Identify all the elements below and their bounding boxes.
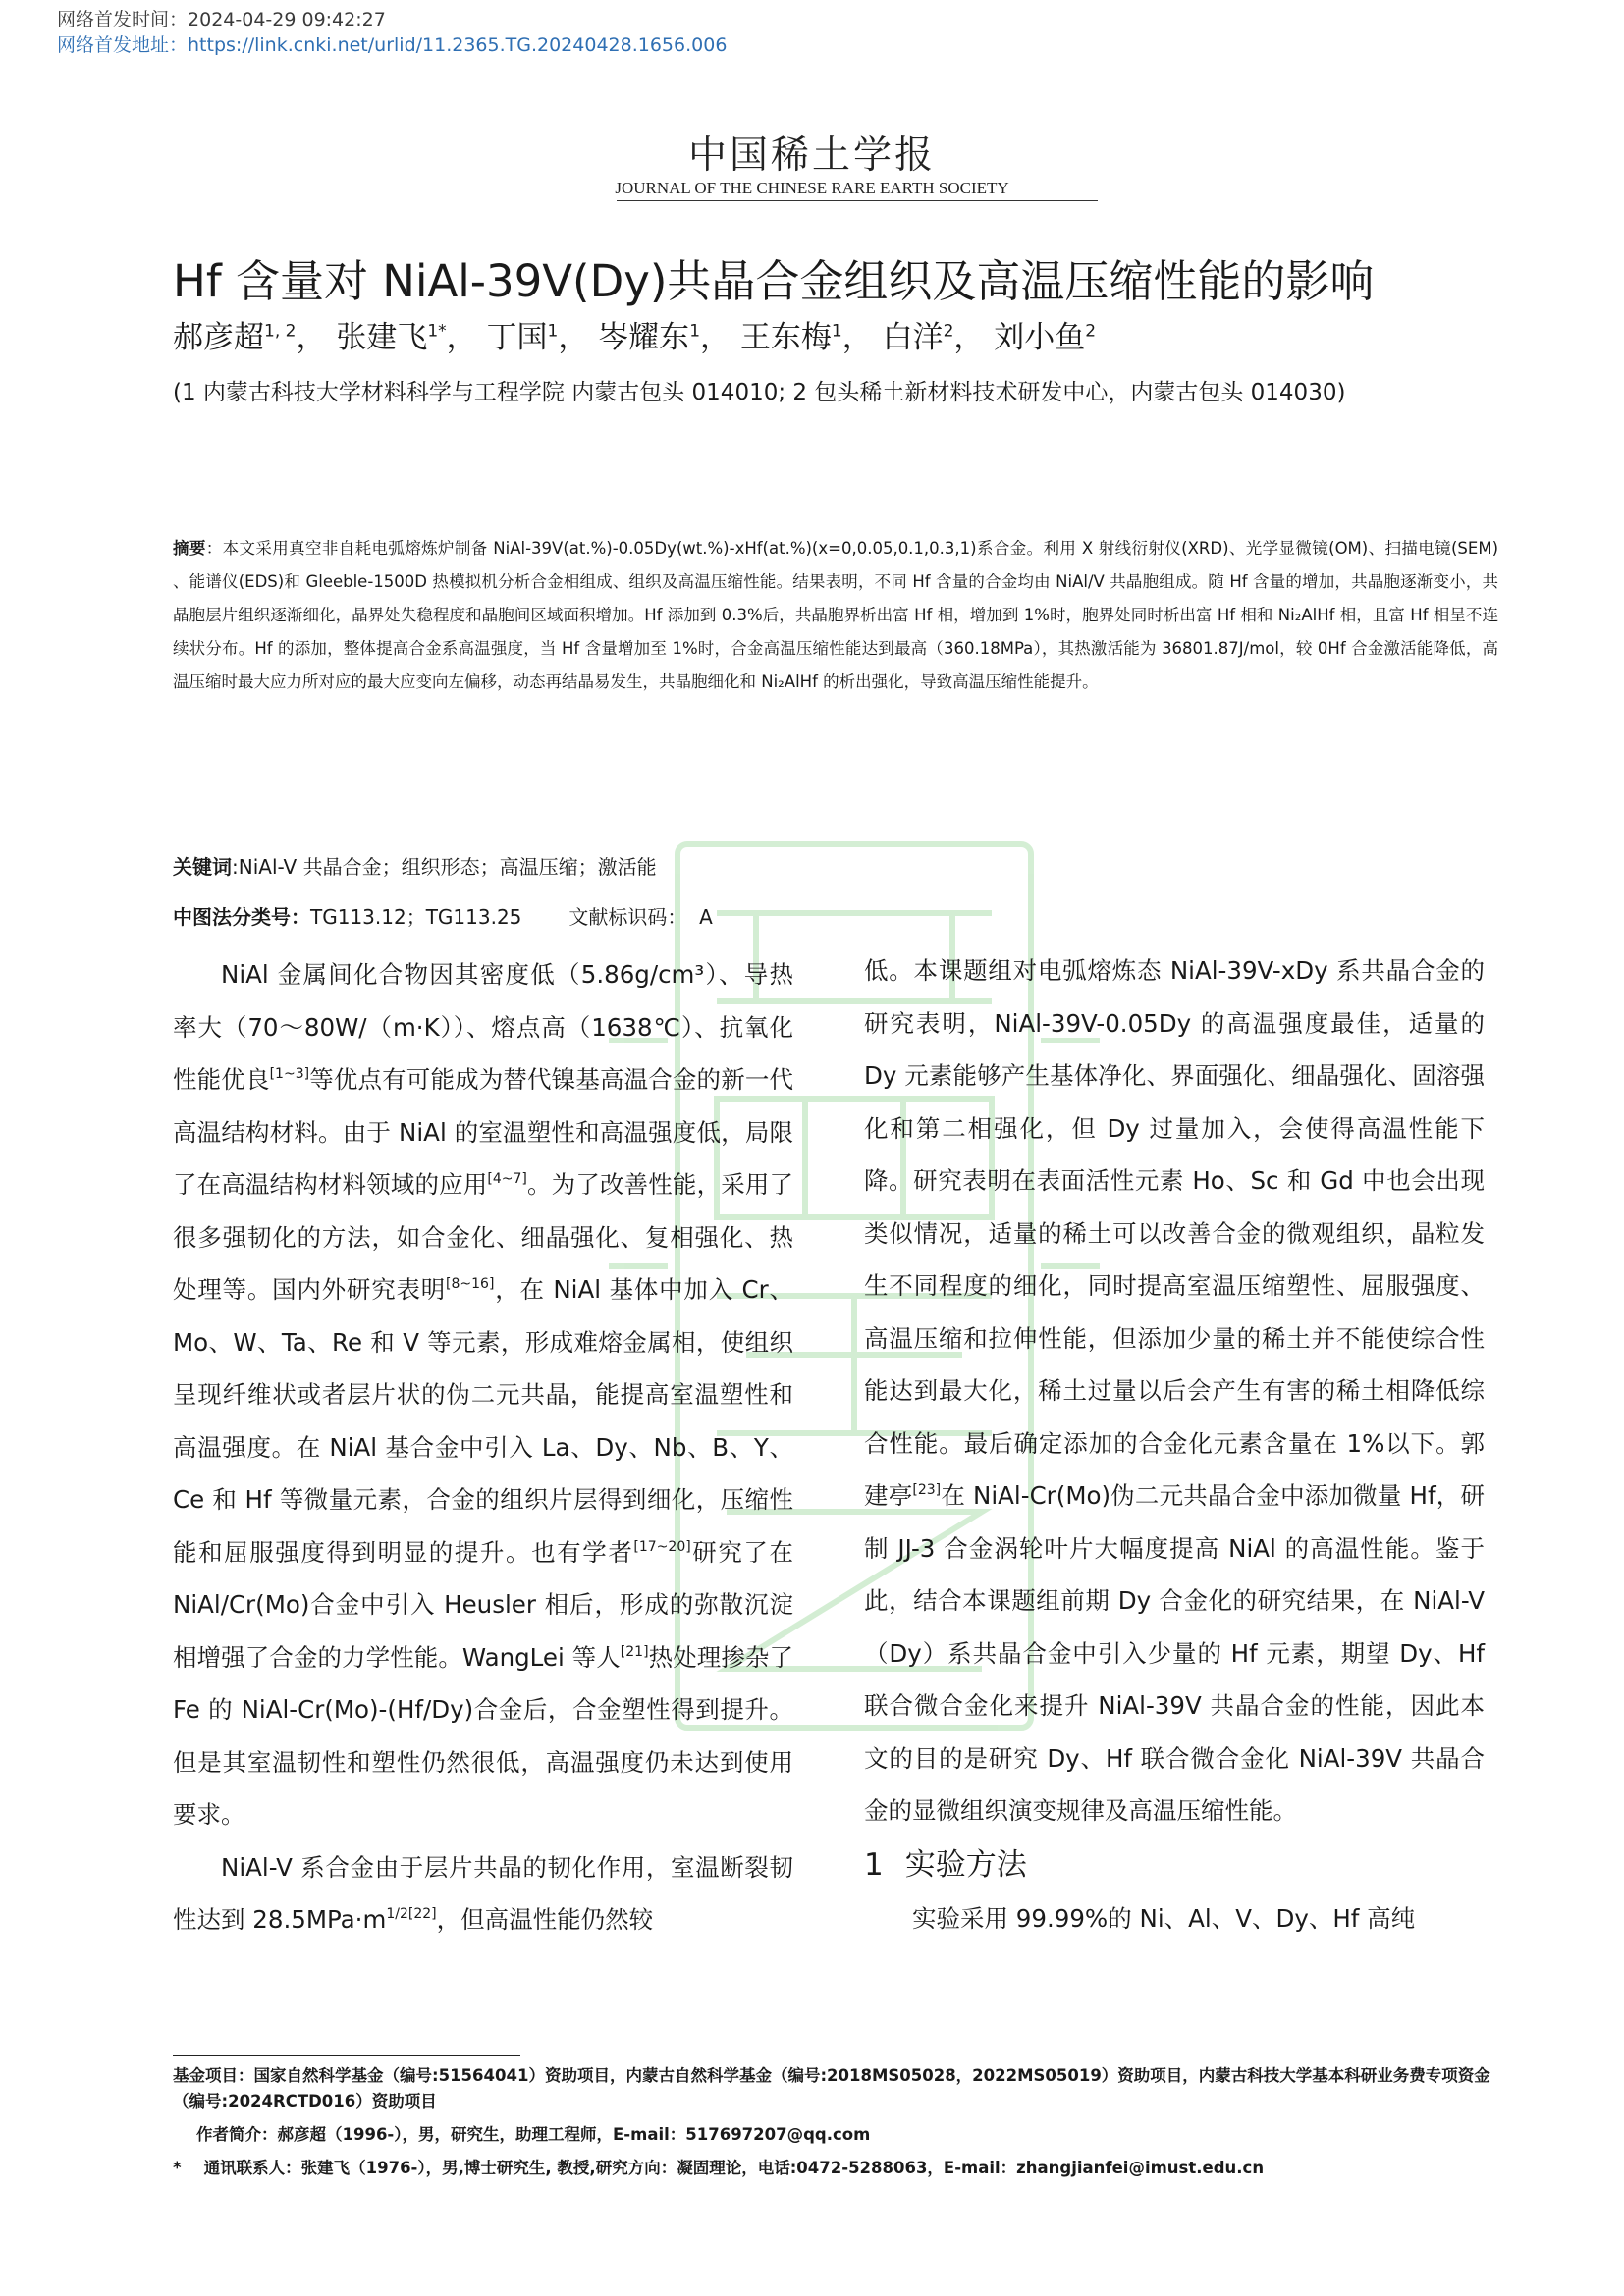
citation[interactable]: [23] [912,1482,942,1498]
clc-value: TG113.12；TG113.25 [310,905,522,929]
keywords-text: :NiAl-V 共晶合金；组织形态；高温压缩；激活能 [232,855,657,879]
doc-code-value: A [699,905,713,929]
author-name: 张建飞 [336,320,428,355]
corr-text: 通讯联系人：张建飞（1976-），男,博士研究生, 教授,研究方向：凝固理论，电话:0472-5288063，E-mail：zhangjianfei@imust.edu.cn [203,2159,1265,2177]
author-aff: 1* [427,321,447,342]
author-intro: 作者简介：郝彦超（1996-），男，研究生，助理工程师，E-mail：517697207@qq.com [196,2125,871,2144]
author-name: 郝彦超 [173,320,264,355]
affiliations: (1 内蒙古科技大学材料科学与工程学院 内蒙古包头 014010; 2 包头稀土新材料技术研发中心，内蒙古包头 014030) [173,380,1346,405]
doc-code-label: 文献标识码： [568,905,687,929]
paragraph: 实验采用 99.99%的 Ni、Al、V、Dy、Hf 高纯 [912,1903,1416,1933]
citation[interactable]: [17~20] [633,1538,691,1555]
author-name: 岑耀东 [598,320,690,355]
section-heading [864,1838,1485,1893]
paragraph: 低。本课题组对电弧熔炼态 NiAl-39V-xDy 系共晶合金的研究表明，NiAl-39V-0.05Dy 的高温强度最佳，适量的 Dy 元素能够产生基体净化、界面强化、细晶强化、固溶强化和第二相强化，但 Dy 过量加入，会使得高温性能下降。研究表明在表面活性元素 Ho、Sc 和 Gd 中也会出现类似情况，适量的稀土可以改善合金的微观组织，晶粒发生不同程度的细化，同时提高室温压缩塑性、屈服强度、高温压缩和拉伸性能，但添加少量的稀土并不能使综合性能达到最大化，稀土过量以后会产生有害的稀土相降低综合性能。最后确定添加的合金化元素含量在 1%以下。郭建亭[23]在 NiAl-Cr(Mo)伪二元共晶合金中添加微量 Hf，研制 JJ-3 合金涡轮叶片大幅度提高 NiAl 的高温性能。鉴于此，结合本课题组前期 Dy 合金化的研究结果，在 NiAl-V（Dy）系共晶合金中引入少量的 Hf 元素，期望 Dy、Hf 联合微合金化来提升 NiAl-39V 共晶合金的性能，因此本文的目的是研究 Dy、Hf 联合微合金化 NiAl-39V 共晶合金的显微组织演变规律及高温压缩性能。 [864,956,1486,1825]
journal-name-en: JOURNAL OF THE CHINESE RARE EARTH SOCIETY [615,179,1009,197]
citation[interactable]: [21] [620,1643,649,1660]
publish-url-link[interactable]: https://link.cnki.net/urlid/11.2365.TG.20240428.1656.006 [188,34,728,56]
keywords [173,851,657,880]
author-aff: 1 [689,321,701,342]
body-right-column [864,944,1485,1945]
author-aff: 1, 2 [264,321,297,342]
author-aff: 1 [547,321,559,342]
journal-name-cn: 中国稀土学报 [687,133,936,178]
publish-url-label: 网络首发地址： [57,34,189,56]
abstract [173,532,1498,699]
body-left-column [173,948,793,1947]
keywords-label: 关键词 [173,855,232,879]
author-name: 刘小鱼 [994,320,1086,355]
paragraph: NiAl-V 系合金由于层片共晶的韧化作用，室温断裂韧性达到 28.5MPa·m$^{1/2[22]}$，但高温性能仍然较 [173,1852,793,1934]
author-name: 王东梅 [739,320,832,355]
author-list: 郝彦超$^{1, 2}$， 张建飞$^{1*}$， 丁国$^1$， 岑耀东$^1$， 王东梅$^1$， 白洋$^2$， 刘小鱼$^2$ [173,320,1097,355]
author-aff: 1 [831,321,842,342]
publish-time-value: 2024-04-29 09:42:27 [188,9,386,30]
correspondence [173,2156,1498,2181]
author-aff: 2 [943,321,954,342]
abstract-label: 摘要 [173,539,206,558]
classification [173,901,713,930]
citation[interactable]: [1~3] [269,1066,310,1082]
author-name: 丁国 [486,320,548,355]
corr-mark: * [173,2159,182,2177]
author-aff: 2 [1085,321,1097,342]
publish-time-label: 网络首发时间： [57,9,189,30]
paragraph: NiAl 金属间化合物因其密度低（5.86g/cm³）、导热率大（70～80W/（m·K））、熔点高（1638℃）、抗氧化性能优良[1~3]等优点有可能成为替代镍基高温合金的新一代高温结构材料。由于 NiAl 的室温塑性和高温强度低，局限了在高温结构材料领域的应用[4~7]。为了改善性能，采用了很多强韧化的方法，如合金化、细晶强化、复相强化、热处理等。国内外研究表明[8~16]，在 NiAl 基体中加入 Cr、Mo、W、Ta、Re 和 V 等元素，形成难熔金属相，使组织呈现纤维状或者层片状的伪二元共晶，能提高室温塑性和高温强度。在 NiAl 基合金中引入 La、Dy、Nb、B、Y、Ce 和 Hf 等微量元素，合金的组织片层得到细化，压缩性能和屈服强度得到明显的提升。也有学者[17~20]研究了在 NiAl/Cr(Mo)合金中引入 Heusler 相后，形成的弥散沉淀相增强了合金的力学性能。WangLei 等人[21]热处理掺杂了 Fe 的 NiAl-Cr(Mo)-(Hf/Dy)合金后，合金塑性得到提升。但是其室温韧性和塑性仍然很低，高温强度仍未达到使用要求。 [173,960,794,1829]
article-title: Hf 含量对 NiAl-39V(Dy)共晶合金组织及高温压缩性能的影响 [173,255,1375,307]
abstract-text: ：本文采用真空非自耗电弧熔炼炉制备 NiAl-39V(at.%)-0.05Dy(wt.%)-xHf(at.%)(x=0,0.05,0.1,0.3,1)系合金。利用 X 射线衍射仪(XRD)、光学显微镜(OM)、扫描电镜(SEM) 、能谱仪(EDS)和 Gleeble-1500D 热模拟机分析合金相组成、组织及高温压缩性能。结果表明，不同 Hf 含量的合金均由 NiAl/V 共晶胞组成。随 Hf 含量的增加，共晶胞逐渐变小，共晶胞层片组织逐渐细化，晶界处失稳程度和晶胞间区域面积增加。Hf 添加到 0.3%后，共晶胞界析出富 Hf 相，增加到 1%时，胞界处同时析出富 Hf 相和 Ni₂AlHf 相，且富 Hf 相呈不连续状分布。Hf 的添加，整体提高合金系高温强度，当 Hf 含量增加至 1%时，合金高温压缩性能达到最高（360.18MPa），其热激活能为 36801.87J/mol，较 0Hf 合金激活能降低，高温压缩时最大应力所对应的最大应变向左偏移，动态再结晶易发生，共晶胞细化和 Ni₂AlHf 的析出强化，导致高温压缩性能提升。 [173,539,1499,691]
section-title: 实验方法 [904,1846,1027,1883]
funding-note: 基金项目：国家自然科学基金（编号:51564041）资助项目，内蒙古自然科学基金（编号:2018MS05028，2022MS05019）资助项目，内蒙古科技大学基本科研业务费专项资金（编号:2024RCTD016）资助项目 [173,2066,1490,2110]
author-name: 白洋 [882,320,944,355]
journal-rule [617,200,1098,201]
clc-label: 中图法分类号： [173,905,310,929]
citation[interactable]: [8~16] [446,1276,495,1292]
citation[interactable]: [4~7] [487,1171,527,1187]
publish-time [57,8,386,31]
footnote-rule [173,2055,520,2056]
section-number: 1 [864,1846,884,1883]
citation[interactable]: 1/2[22] [386,1906,437,1922]
publish-url [57,33,727,57]
